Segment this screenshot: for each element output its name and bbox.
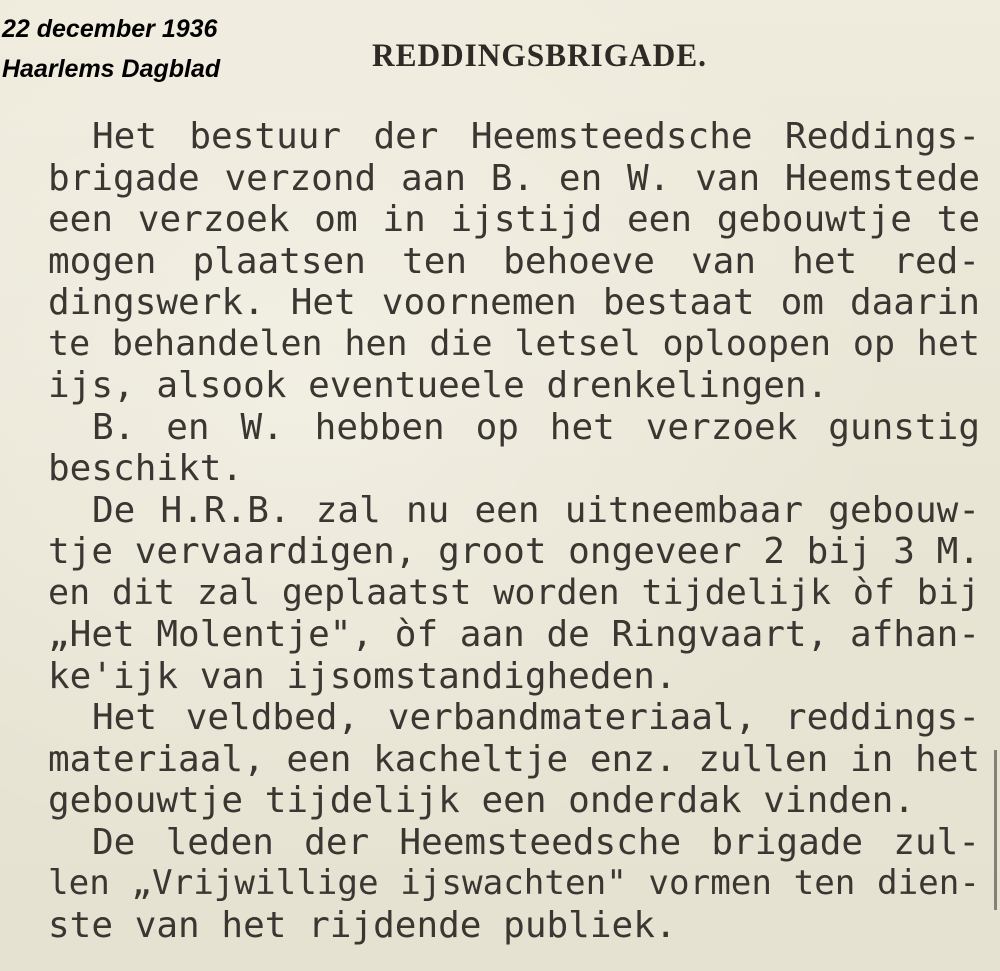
article-line: een verzoek om in ijstijd een gebouwtje te [48,199,980,240]
article-line: materiaal, een kacheltje enz. zullen in het [48,738,980,780]
caption-source: Haarlems Dagblad [2,55,221,83]
article-line: De H.R.B. zal nu een uitneembaar gebouw- [92,489,980,531]
article-line: brigade verzond aan B. en W. van Heemstede [48,157,980,199]
article-body [48,116,980,946]
article-line: en dit zal geplaatst worden tijdelijk òf bij [48,572,980,613]
article-line: ste van het rijdende publiek. [48,904,677,946]
article-line: ke'ijk van ijsomstandigheden. [48,655,677,697]
article-line: te behandelen hen die letsel oploopen op het [48,323,980,364]
column-rule [994,750,997,910]
article-line: mogen plaatsen ten behoeve van het red- [48,240,980,282]
article-line: B. en W. hebben op het verzoek gunstig [92,406,980,448]
article-line: Het bestuur der Heemsteedsche Reddings- [92,116,980,157]
article-line: gebouwtje tijdelijk een onderdak vinden. [48,780,915,821]
article-line: beschikt. [48,448,244,489]
article-line: „Het Molentje", òf aan de Ringvaart, afhan- [48,614,980,655]
caption-date: 22 december 1936 [2,15,218,43]
article-line: ijs, alsook eventueele drenkelingen. [48,365,829,406]
article-line: dingswerk. Het voornemen bestaat om daarin [48,282,980,323]
article-headline: REDDINGSBRIGADE. [372,38,707,74]
article-line: De leden der Heemsteedsche brigade zul- [92,821,980,863]
article-line: len „Vrijwillige ijswachten" vormen ten dien- [48,863,980,903]
article-line: tje vervaardigen, groot ongeveer 2 bij 3 M. [48,531,980,572]
article-line: Het veldbed, verbandmateriaal, reddings- [92,697,980,738]
